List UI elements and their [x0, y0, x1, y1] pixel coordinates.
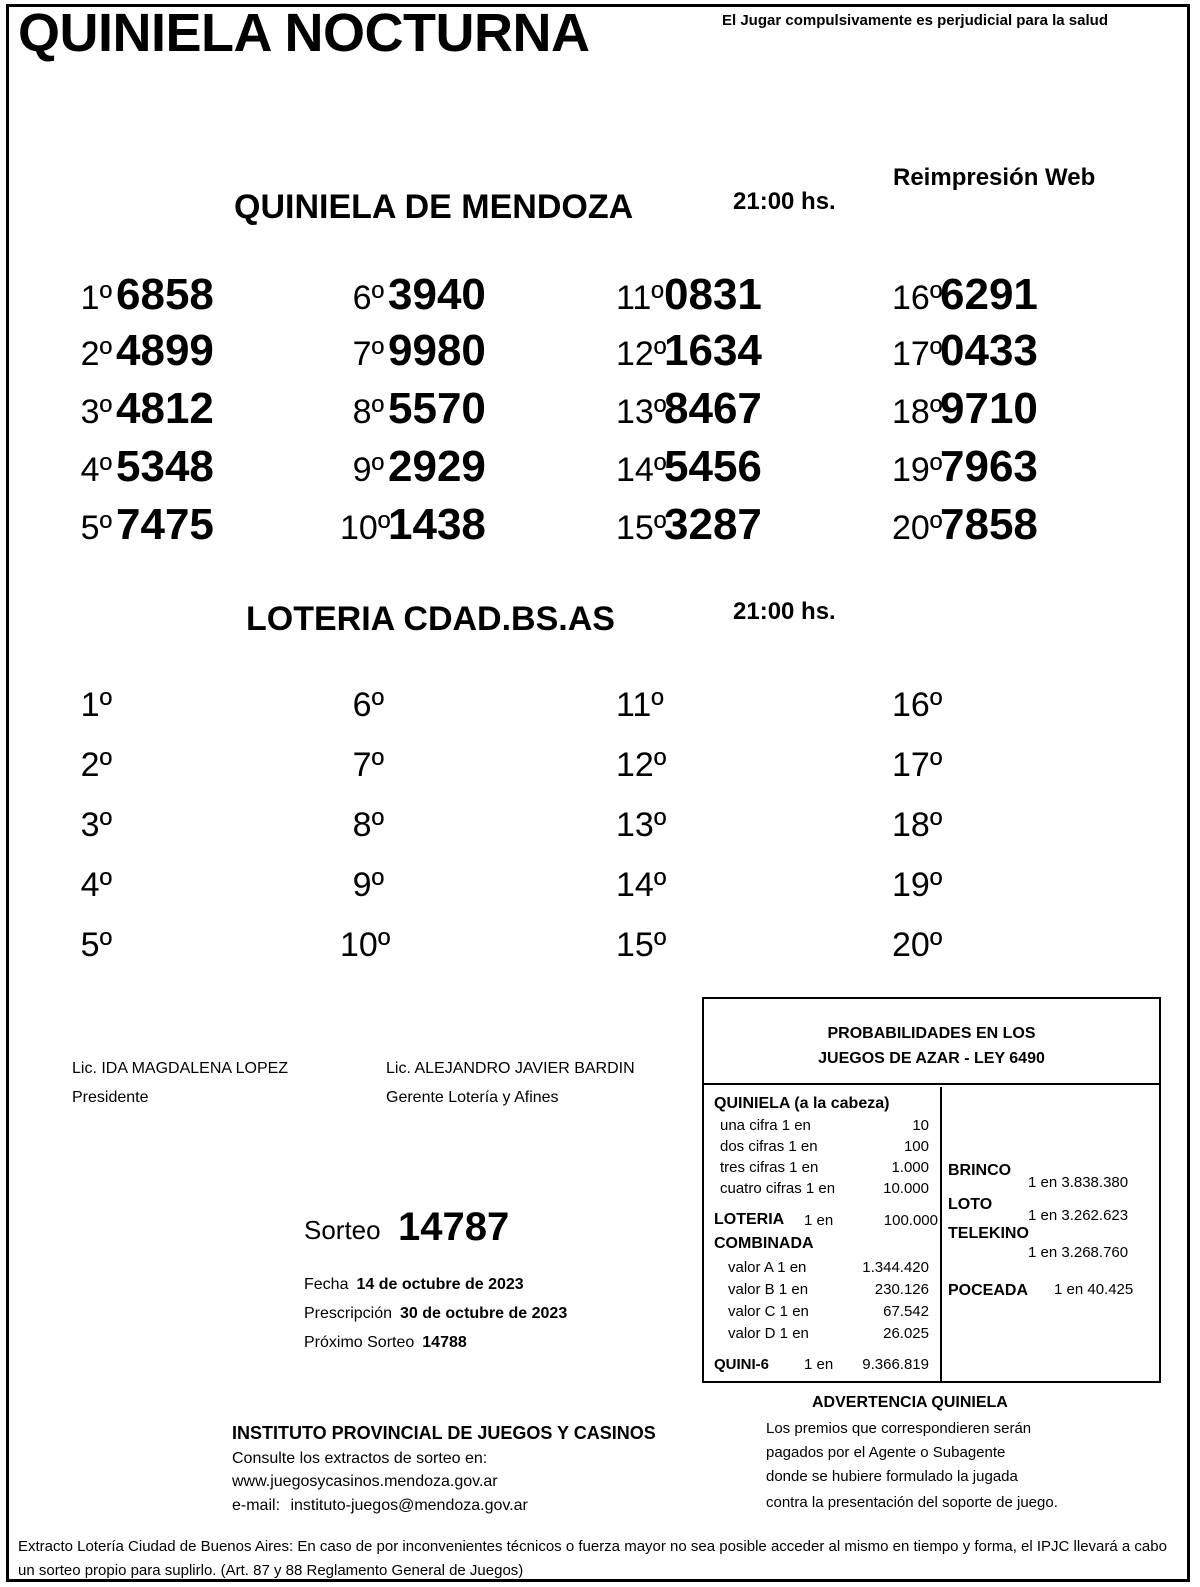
warning-line: contra la presentación del soporte de juego. — [766, 1494, 1058, 1511]
mendoza-result — [892, 326, 1042, 376]
result-number: 4899 — [116, 326, 214, 375]
result-position: 18º — [892, 806, 943, 844]
poceada-odds-value: 1 en 40.425 — [1054, 1281, 1134, 1298]
warning-line: Los premios que correspondieren serán — [766, 1420, 1032, 1437]
mendoza-result — [616, 442, 766, 492]
mendoza-result — [68, 326, 218, 376]
combinada-odds-label: valor A 1 en — [728, 1259, 807, 1276]
loto-odds-value: 1 en 3.262.623 — [1028, 1207, 1129, 1224]
result-position: 17º — [892, 746, 943, 784]
warning-title: ADVERTENCIA QUINIELA — [812, 1394, 1008, 1411]
telekino-odds-label: TELEKINO — [948, 1225, 1029, 1242]
loteria-result — [616, 746, 766, 785]
quiniela-odds-label: cuatro cifras 1 en — [720, 1180, 836, 1197]
result-number: 9710 — [940, 384, 1038, 433]
result-position: 12º — [616, 335, 667, 373]
result-number: 5570 — [388, 384, 486, 433]
loteria-result — [68, 686, 218, 725]
result-number: 7475 — [116, 500, 214, 549]
next-draw-value: 14788 — [422, 1334, 467, 1351]
mendoza-result — [892, 442, 1042, 492]
mendoza-result — [68, 270, 218, 320]
mendoza-result — [892, 384, 1042, 434]
mendoza-result — [68, 500, 218, 550]
loteria-result — [340, 866, 490, 905]
institute-email-label: e-mail: — [232, 1497, 281, 1514]
loto-odds-label: LOTO — [948, 1196, 993, 1213]
result-number: 5456 — [664, 442, 762, 491]
result-position: 15º — [616, 509, 667, 547]
mendoza-result — [616, 384, 766, 434]
result-position: 1º — [80, 686, 112, 724]
loteria-draw-time: 21:00 hs. — [733, 598, 836, 625]
result-position: 14º — [616, 866, 667, 904]
institute-website: www.juegosycasinos.mendoza.gov.ar — [232, 1473, 498, 1490]
result-number: 6291 — [940, 270, 1038, 319]
result-position: 11º — [616, 686, 664, 724]
loteria-result — [616, 686, 766, 725]
signature-right-name: Lic. ALEJANDRO JAVIER BARDIN — [386, 1060, 635, 1077]
loteria-odds-text: 1 en — [804, 1212, 834, 1229]
result-position: 8º — [352, 393, 384, 431]
combinada-odds-label: valor D 1 en — [728, 1325, 809, 1342]
result-position: 12º — [616, 746, 667, 784]
signature-right — [386, 1054, 635, 1112]
result-number: 7858 — [940, 500, 1038, 549]
result-position: 16º — [892, 686, 943, 724]
probabilities-divider — [940, 1087, 942, 1381]
loteria-odds-value: 100.000 — [883, 1212, 938, 1229]
result-position: 19º — [892, 451, 943, 489]
quiniela-odds-value: 1.000 — [891, 1159, 929, 1176]
mendoza-draw-time: 21:00 hs. — [733, 188, 836, 215]
result-position: 9º — [352, 451, 384, 489]
loteria-result — [340, 806, 490, 845]
result-position: 18º — [892, 393, 943, 431]
result-number: 2929 — [388, 442, 486, 491]
loteria-result — [68, 746, 218, 785]
warning-line: donde se hubiere formulado la jugada — [766, 1468, 1018, 1485]
result-number: 6858 — [116, 270, 214, 319]
next-draw — [304, 1334, 467, 1352]
poceada-odds-label: POCEADA — [948, 1282, 1029, 1299]
result-number: 7963 — [940, 442, 1038, 491]
result-position: 10º — [340, 926, 391, 964]
result-position: 3º — [80, 806, 112, 844]
quiniela-odds-label: una cifra 1 en — [720, 1117, 811, 1134]
loteria-result — [616, 926, 766, 965]
result-position: 6º — [352, 686, 384, 724]
loteria-result — [616, 866, 766, 905]
draw-expiry-label: Prescripción — [304, 1305, 393, 1322]
result-position: 5º — [80, 509, 112, 547]
footer-note: Extracto Lotería Ciudad de Buenos Aires: En caso de por inconvenientes técnicos o fuerza mayor no sea posible acceder al mismo en tiempo y forma, el IPJC llevará a cabo un sorteo propio para suplirlo. (Art. 87 y 88 Reglamento General de Juegos) — [18, 1538, 1167, 1579]
quini6-odds-label: QUINI-6 — [714, 1356, 770, 1373]
page-title: QUINIELA NOCTURNA — [18, 3, 590, 63]
quiniela-odds-label: dos cifras 1 en — [720, 1138, 818, 1155]
draw-date-label: Fecha — [304, 1276, 349, 1293]
warning-line: pagados por el Agente o Subagente — [766, 1444, 1006, 1461]
mendoza-result — [616, 326, 766, 376]
quiniela-odds-title: QUINIELA (a la cabeza) — [714, 1095, 890, 1112]
result-position: 8º — [352, 806, 384, 844]
result-position: 13º — [616, 393, 667, 431]
mendoza-result — [68, 442, 218, 492]
institute-name: INSTITUTO PROVINCIAL DE JUEGOS Y CASINOS — [232, 1423, 656, 1443]
loteria-result — [340, 686, 490, 725]
mendoza-result — [616, 500, 766, 550]
result-position: 1º — [80, 279, 112, 317]
quini6-odds-text: 1 en — [804, 1356, 834, 1373]
mendoza-result — [68, 384, 218, 434]
result-position: 4º — [80, 866, 112, 904]
reprint-label: Reimpresión Web — [893, 164, 1096, 191]
loteria-result — [892, 806, 1042, 845]
brinco-odds-label: BRINCO — [948, 1162, 1012, 1179]
quiniela-odds-value: 100 — [903, 1138, 929, 1155]
health-warning: El Jugar compulsivamente es perjudicial para la salud — [722, 12, 1108, 29]
loteria-result — [892, 746, 1042, 785]
result-number: 9980 — [388, 326, 486, 375]
result-position: 7º — [352, 335, 384, 373]
loteria-result — [616, 806, 766, 845]
quiniela-odds-value: 10 — [912, 1117, 929, 1134]
loteria-result — [340, 926, 490, 965]
loteria-result — [892, 926, 1042, 965]
institute-consult: Consulte los extractos de sorteo en: — [232, 1450, 488, 1467]
result-position: 11º — [616, 279, 664, 317]
combinada-odds-label: valor B 1 en — [728, 1281, 809, 1298]
result-number: 1438 — [388, 500, 486, 549]
next-draw-label: Próximo Sorteo — [304, 1334, 415, 1351]
signature-right-role: Gerente Lotería y Afines — [386, 1089, 559, 1106]
result-number: 3287 — [664, 500, 762, 549]
loteria-result — [892, 686, 1042, 725]
institute-email-address: instituto-juegos@mendoza.gov.ar — [290, 1497, 528, 1514]
result-number: 0831 — [664, 270, 762, 319]
mendoza-result — [340, 270, 490, 320]
quiniela-odds-value: 10.000 — [883, 1180, 929, 1197]
combinada-odds-title: COMBINADA — [714, 1235, 814, 1252]
result-position: 7º — [352, 746, 384, 784]
mendoza-result — [892, 500, 1042, 550]
mendoza-result — [340, 326, 490, 376]
mendoza-result — [340, 500, 490, 550]
result-position: 2º — [80, 335, 112, 373]
draw-expiry-value: 30 de octubre de 2023 — [400, 1305, 568, 1322]
loteria-result — [892, 866, 1042, 905]
result-position: 16º — [892, 279, 943, 317]
signature-left-name: Lic. IDA MAGDALENA LOPEZ — [72, 1060, 289, 1077]
result-position: 9º — [352, 866, 384, 904]
loteria-result — [68, 866, 218, 905]
result-position: 4º — [80, 451, 112, 489]
quini6-odds-value: 9.366.819 — [862, 1356, 929, 1373]
signature-left-role: Presidente — [72, 1089, 149, 1106]
loteria-result — [68, 806, 218, 845]
telekino-odds-value: 1 en 3.268.760 — [1028, 1244, 1129, 1261]
institute-email — [232, 1497, 528, 1515]
mendoza-result — [892, 270, 1042, 320]
combinada-odds-value: 230.126 — [874, 1281, 929, 1298]
result-position: 14º — [616, 451, 667, 489]
result-position: 10º — [340, 509, 391, 547]
combinada-odds-value: 26.025 — [883, 1325, 929, 1342]
draw-label: Sorteo — [304, 1215, 381, 1245]
draw-number: 14787 — [398, 1205, 510, 1249]
result-position: 19º — [892, 866, 943, 904]
result-number: 8467 — [664, 384, 762, 433]
draw-expiry — [304, 1305, 567, 1323]
result-position: 20º — [892, 509, 943, 547]
combinada-odds-value: 67.542 — [883, 1303, 929, 1320]
result-number: 3940 — [388, 270, 486, 319]
loteria-result — [340, 746, 490, 785]
loteria-result — [68, 926, 218, 965]
loteria-section-title: LOTERIA CDAD.BS.AS — [246, 600, 615, 638]
result-number: 5348 — [116, 442, 214, 491]
loteria-odds-label: LOTERIA — [714, 1211, 785, 1228]
result-number: 4812 — [116, 384, 214, 433]
result-position: 20º — [892, 926, 943, 964]
result-position: 15º — [616, 926, 667, 964]
signature-left — [72, 1054, 288, 1112]
result-position: 5º — [80, 926, 112, 964]
result-position: 17º — [892, 335, 943, 373]
combinada-odds-label: valor C 1 en — [728, 1303, 809, 1320]
mendoza-result — [340, 384, 490, 434]
draw-date — [304, 1276, 524, 1294]
result-number: 1634 — [664, 326, 762, 375]
result-position: 13º — [616, 806, 667, 844]
draw-date-value: 14 de octubre de 2023 — [356, 1276, 524, 1293]
probabilities-header — [704, 999, 1159, 1085]
probabilities-box — [702, 997, 1161, 1383]
mendoza-section-title: QUINIELA DE MENDOZA — [234, 188, 634, 226]
probabilities-title-line2: JUEGOS DE AZAR - LEY 6490 — [818, 1050, 1045, 1067]
result-number: 0433 — [940, 326, 1038, 375]
brinco-odds-value: 1 en 3.838.380 — [1028, 1174, 1129, 1191]
quiniela-odds-label: tres cifras 1 en — [720, 1159, 819, 1176]
mendoza-result — [616, 270, 766, 320]
mendoza-result — [340, 442, 490, 492]
result-position: 3º — [80, 393, 112, 431]
result-position: 2º — [80, 746, 112, 784]
probabilities-title-line1: PROBABILIDADES EN LOS — [827, 1025, 1036, 1042]
result-position: 6º — [352, 279, 384, 317]
combinada-odds-value: 1.344.420 — [862, 1259, 929, 1276]
